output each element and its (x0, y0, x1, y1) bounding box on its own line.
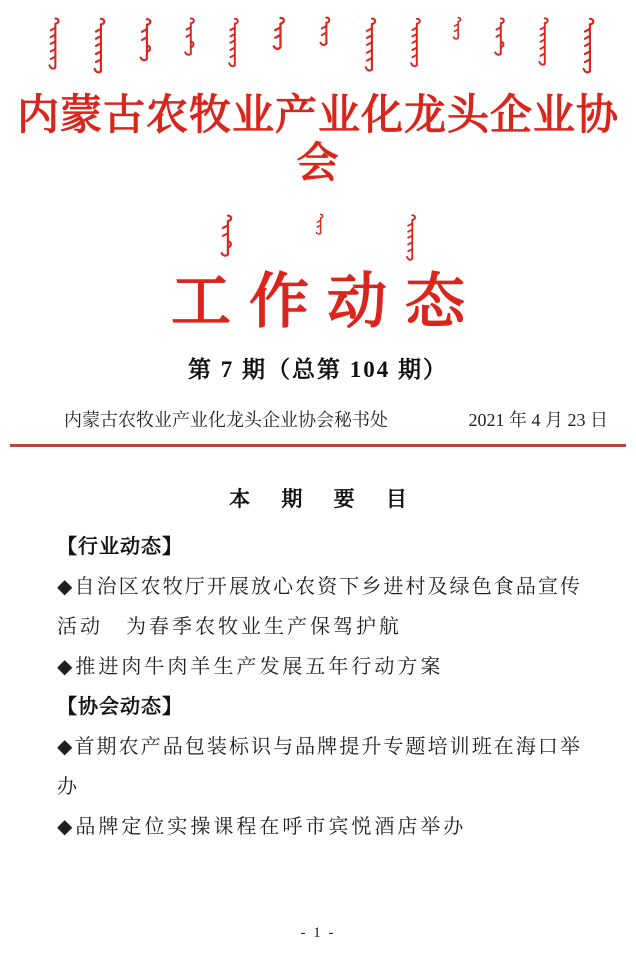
mongolian-word-icon (408, 16, 424, 68)
page-number: - 1 - (300, 925, 336, 941)
publish-date: 2021 年 4 月 23 日 (468, 409, 608, 430)
mongolian-word-icon (218, 213, 236, 257)
mongolian-word-icon (580, 16, 598, 74)
mongolian-word-icon (362, 16, 380, 72)
issue-number: 第 7 期（总第 104 期） (188, 356, 448, 382)
toc-item-line: ◆推进肉牛肉羊生产发展五年行动方案 (57, 655, 444, 678)
red-divider-line (10, 444, 626, 447)
mongolian-word-icon (317, 16, 334, 46)
mongolian-word-icon (451, 16, 464, 40)
association-title: 内蒙古农牧业产业化龙头企业协会 (16, 93, 619, 188)
mongolian-word-icon (314, 213, 326, 235)
mongolian-word-icon (536, 16, 552, 66)
toc-body (57, 527, 580, 847)
toc-item-line: ◆首期农产品包装标识与品牌提升专题培训班在海口举 (57, 735, 580, 758)
toc-heading: 本 期 要 目 (229, 486, 420, 511)
toc-item-line: ◆自治区农牧厅开展放心农资下乡进村及绿色食品宣传 (57, 575, 580, 598)
mongolian-banner-top (0, 0, 636, 78)
mongolian-word-icon (91, 16, 109, 74)
mongolian-word-icon (137, 16, 155, 62)
mongolian-banner-middle (0, 213, 636, 263)
mongolian-word-icon (46, 16, 63, 70)
toc-item-line: 办 (57, 775, 80, 798)
mongolian-word-icon (404, 213, 419, 261)
bulletin-title: 工作动态 (171, 268, 483, 335)
section-heading-association: 【协会动态】 (57, 695, 183, 718)
mongolian-word-icon (270, 16, 289, 50)
mongolian-word-icon (226, 16, 242, 68)
toc-item-line: 活动 为春季农牧业生产保驾护航 (57, 615, 402, 638)
mongolian-word-icon (492, 16, 508, 56)
publisher-line (0, 406, 636, 432)
section-heading-industry: 【行业动态】 (57, 535, 183, 558)
mongolian-word-icon (182, 16, 198, 56)
toc-item-line: ◆品牌定位实操课程在呼市宾悦酒店举办 (57, 815, 467, 838)
publisher-name: 内蒙古农牧业产业化龙头企业协会秘书处 (64, 409, 388, 430)
